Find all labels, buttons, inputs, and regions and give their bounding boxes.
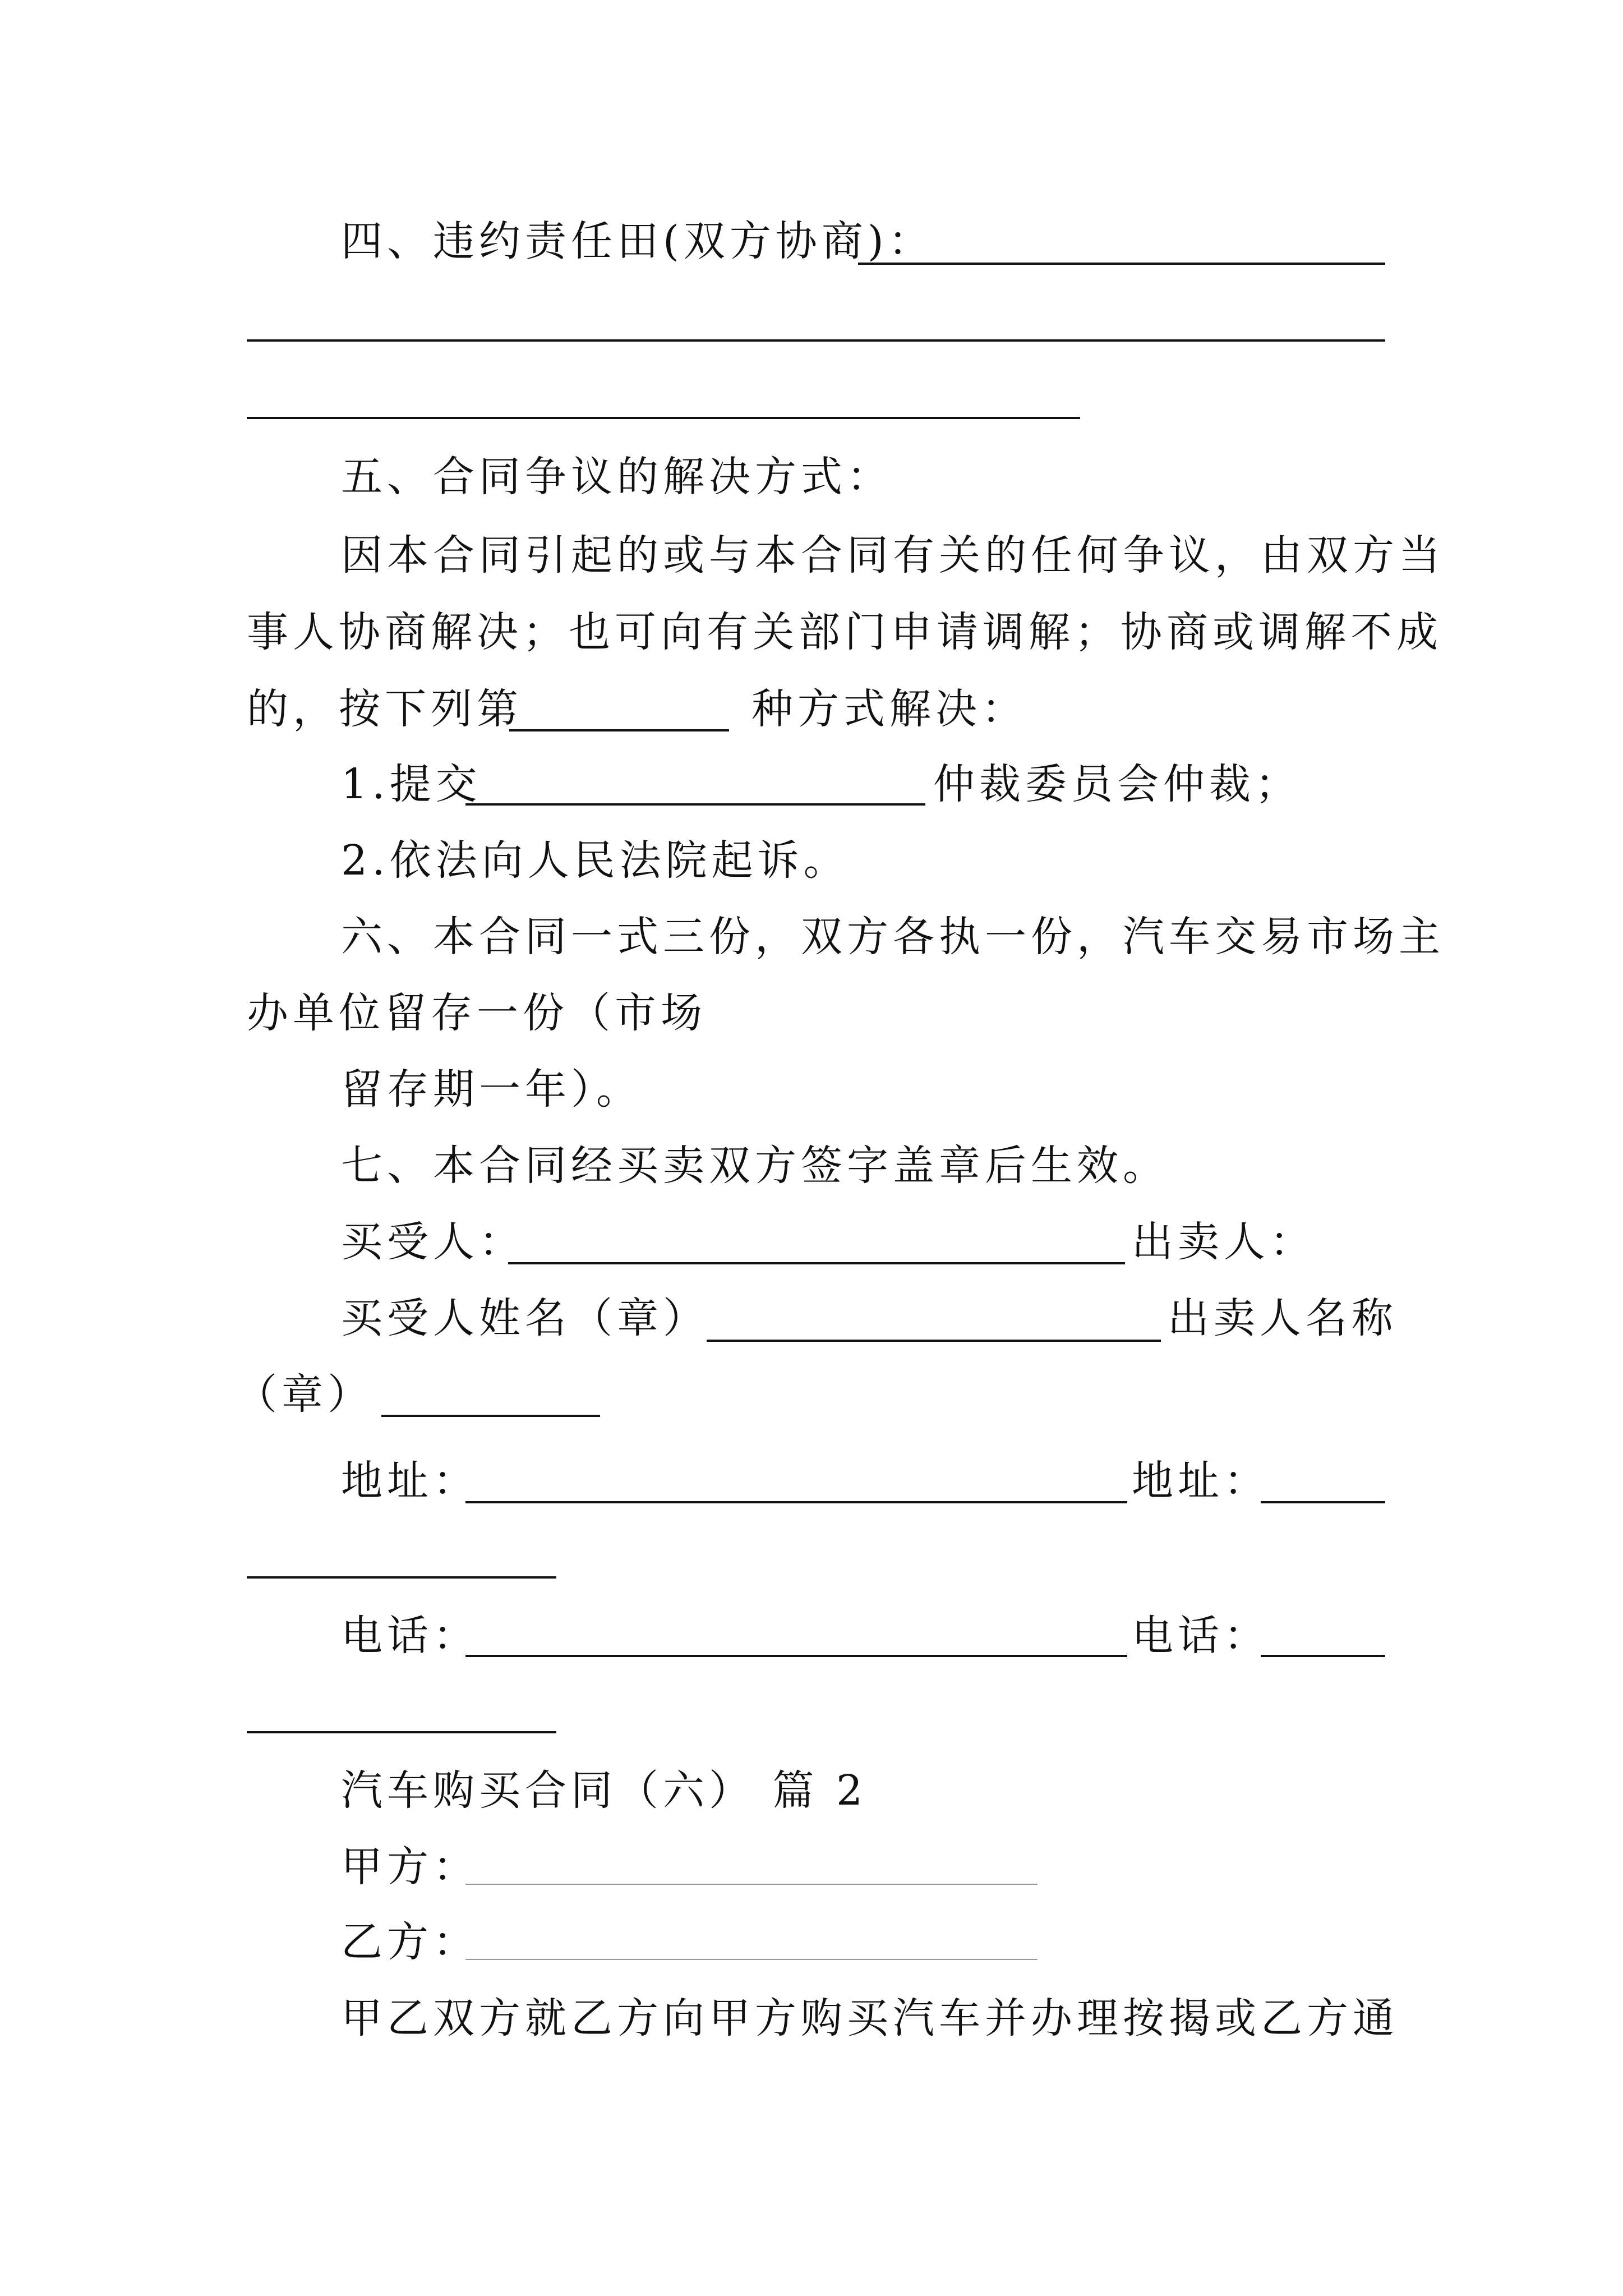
buyer-name-blank [707, 1340, 1161, 1342]
buyer-phone-label: 电话： [341, 1612, 479, 1660]
seller-name-blank [381, 1415, 600, 1417]
party-b-label: 乙方： [341, 1918, 479, 1966]
clause4-blank-line-2 [247, 339, 1385, 342]
clause4-label: 四、违约责任田(双方协商)： [341, 217, 934, 265]
seller-label: 出卖人： [1132, 1218, 1316, 1266]
section-title: 汽车购买合同（六） 篇 2 [341, 1766, 868, 1815]
clause6-line2: 办单位留存一份（市场 [247, 989, 707, 1037]
buyer-address-label: 地址： [341, 1457, 479, 1505]
clause5-heading: 五、合同争议的解决方式： [341, 453, 893, 501]
clause5-para-line2: 事人协商解决；也可向有关部门申请调解；协商或调解不成 [247, 608, 1442, 656]
seller-address-blank-2 [247, 1576, 556, 1579]
seller-name-label: 出卖人名称 [1168, 1294, 1398, 1342]
buyer-label: 买受人： [341, 1218, 525, 1266]
buyer-address-blank [465, 1501, 1127, 1503]
buyer-blank [508, 1262, 1125, 1264]
clause5-option2: 2.依法向人民法院起诉。 [341, 836, 850, 885]
buyer-name-label: 买受人姓名（章） [341, 1294, 709, 1342]
clause4-blank-line-3 [247, 417, 1080, 419]
buyer-phone-blank [465, 1655, 1127, 1657]
clause4-blank-line-1 [858, 263, 1385, 265]
seller-phone-label: 电话： [1132, 1612, 1270, 1660]
clause6-line3: 留存期一年）。 [341, 1065, 642, 1114]
clause5-para-line1: 因本合同引起的或与本合同有关的任何争议，由双方当 [341, 531, 1445, 579]
clause5-para-line3-prefix: 的，按下列第 [247, 685, 523, 733]
clause7-text: 七、本合同经买卖双方签字盖章后生效。 [341, 1142, 1169, 1190]
section-intro: 甲乙双方就乙方向甲方购买汽车并办理按揭或乙方通 [341, 1994, 1399, 2042]
dispute-method-blank [509, 729, 729, 731]
clause5-option1-prefix: 1.提交 [341, 760, 482, 808]
seller-name-label-cont: （章） [236, 1370, 374, 1419]
seller-address-label: 地址： [1132, 1457, 1270, 1505]
seller-phone-blank-1 [1261, 1655, 1385, 1657]
party-a-blank [465, 1884, 1038, 1885]
seller-phone-blank-2 [247, 1731, 556, 1733]
arbitration-committee-blank [465, 803, 925, 806]
clause6-line1: 六、本合同一式三份，双方各执一份，汽车交易市场主 [341, 913, 1445, 961]
seller-address-blank-1 [1261, 1501, 1385, 1503]
clause5-para-line3-suffix: 种方式解决： [751, 685, 1027, 733]
party-a-label: 甲方： [341, 1843, 479, 1891]
clause5-option1-suffix: 仲裁委员会仲裁； [933, 760, 1301, 808]
party-b-blank [465, 1959, 1038, 1960]
